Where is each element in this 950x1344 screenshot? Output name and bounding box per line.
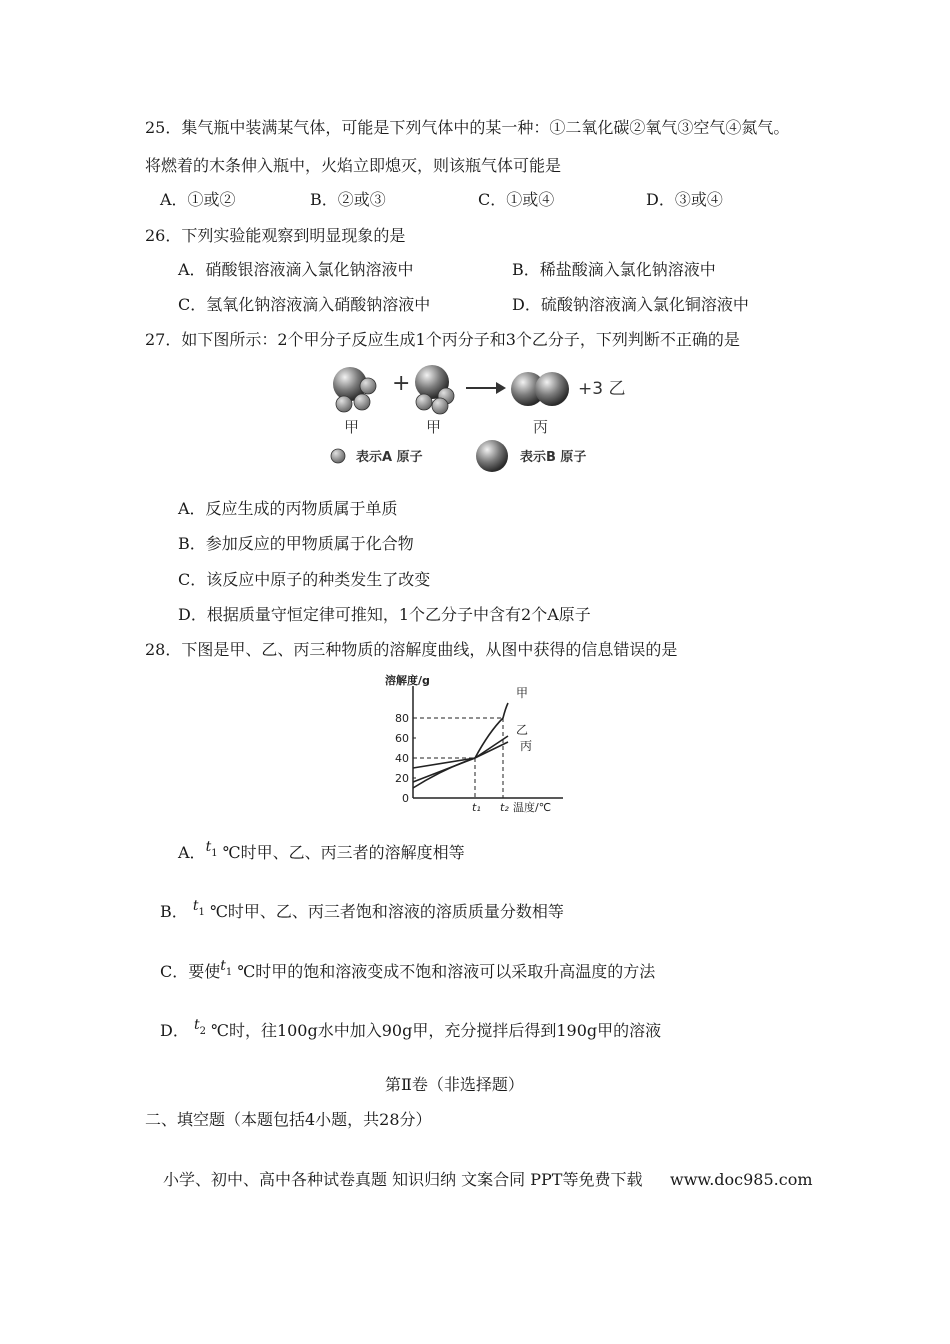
y-tick-label: 80 <box>395 712 409 725</box>
q28-option-a-text: ℃时甲、乙、丙三者的溶解度相等 <box>222 843 465 862</box>
q25-option-a: A．①或② <box>160 190 236 209</box>
q26-option-a: A．硝酸银溶液滴入氯化钠溶液中 <box>178 260 414 279</box>
plus-3-yi: +3 乙 <box>578 379 626 399</box>
q26-stem: 26．下列实验能观察到明显现象的是 <box>145 226 406 245</box>
plus-sign: + <box>392 371 411 396</box>
x-tick-label: t₂ <box>500 801 509 814</box>
q28-option-a-letter: A． <box>178 843 206 862</box>
reaction-arrow-icon <box>466 382 506 394</box>
q27-option-c: C．该反应中原子的种类发生了改变 <box>178 570 431 589</box>
y-tick-label: 20 <box>395 772 409 785</box>
section2-heading: 二、填空题（本题包括4小题，共28分） <box>145 1110 432 1129</box>
q28-option-c-letter: C．要使 <box>160 962 221 981</box>
q28-option-b-text: ℃时甲、乙、丙三者饱和溶液的溶质质量分数相等 <box>209 902 564 921</box>
series-line-2 <box>413 736 508 782</box>
molecule-jia-1 <box>333 367 376 412</box>
q27-option-a: A．反应生成的丙物质属于单质 <box>178 499 398 518</box>
legend-b-text: 表示B 原子 <box>520 450 587 465</box>
label-bing: 丙 <box>533 418 549 436</box>
q25-stem-line1: 25．集气瓶中装满某气体，可能是下列气体中的某一种：①二氧化碳②氧气③空气④氮气。 <box>145 118 790 137</box>
atom-a-legend-icon <box>331 449 345 463</box>
footer-text: 小学、初中、高中各种试卷真题 知识归纳 文案合同 PPT等免费下载 <box>163 1170 643 1189</box>
molecule-bing <box>511 372 569 406</box>
q25-option-b: B．②或③ <box>310 190 386 209</box>
q26-option-b: B．稀盐酸滴入氯化钠溶液中 <box>512 260 716 279</box>
q28-option-a-sub: 1 <box>211 848 218 859</box>
series-label: 乙 <box>516 723 529 737</box>
q28-option-d <box>160 1017 662 1044</box>
q25-option-d: D．③或④ <box>646 190 723 209</box>
footer-url: www.doc985.com <box>670 1170 813 1189</box>
section-title: 第Ⅱ卷（非选择题） <box>385 1075 524 1094</box>
molecule-jia-2 <box>415 365 454 414</box>
x-tick-label: t₁ <box>472 801 481 814</box>
label-jia-1: 甲 <box>344 418 360 436</box>
q28-option-d-letter: D． <box>160 1021 189 1040</box>
q28-option-c-sub: 1 <box>225 967 233 978</box>
series-label: 甲 <box>516 686 529 700</box>
q28-option-b-letter: B． <box>160 902 188 921</box>
q26-option-d: D．硫酸钠溶液滴入氯化铜溶液中 <box>512 295 749 314</box>
legend-a-text: 表示A 原子 <box>356 450 423 465</box>
q28-option-b-var: t <box>192 898 199 914</box>
series-label: 丙 <box>520 739 533 753</box>
q25-option-c: C．①或④ <box>478 190 555 209</box>
y-tick-label: 0 <box>402 792 409 805</box>
solubility-chart <box>385 672 575 820</box>
q28-option-b-sub: 1 <box>198 907 205 918</box>
q28-option-a-var: t <box>205 839 212 855</box>
x-axis-label: 温度/℃ <box>513 801 552 814</box>
q28-option-c <box>160 958 656 985</box>
molecule-reaction-figure <box>320 360 640 480</box>
q25-stem-line2: 将燃着的木条伸入瓶中，火焰立即熄灭，则该瓶气体可能是 <box>145 156 562 175</box>
q28-stem: 28．下图是甲、乙、丙三种物质的溶解度曲线，从图中获得的信息错误的是 <box>145 640 678 659</box>
y-axis-label: 溶解度/g <box>385 674 430 687</box>
q28-option-d-text: ℃时，往100g水中加入90g甲，充分搅拌后得到190g甲的溶液 <box>211 1021 662 1040</box>
label-jia-2: 甲 <box>426 418 442 436</box>
q28-option-c-text: ℃时甲的饱和溶液变成不饱和溶液可以采取升高温度的方法 <box>237 962 656 981</box>
q28-option-d-sub: 2 <box>199 1026 206 1037</box>
q28-option-a <box>178 839 465 866</box>
q28-option-c-var: t <box>220 958 226 974</box>
q26-option-c: C．氢氧化钠溶液滴入硝酸钠溶液中 <box>178 295 431 314</box>
y-tick-label: 40 <box>395 752 409 765</box>
q27-stem: 27．如下图所示：2个甲分子反应生成1个丙分子和3个乙分子，下列判断不正确的是 <box>145 330 740 349</box>
q28-option-b <box>160 898 564 925</box>
q27-option-b: B．参加反应的甲物质属于化合物 <box>178 534 414 553</box>
q27-option-d: D．根据质量守恒定律可推知，1个乙分子中含有2个A原子 <box>178 605 591 624</box>
q28-option-d-var: t <box>193 1017 200 1033</box>
y-tick-label: 60 <box>395 732 409 745</box>
atom-b-legend-icon <box>476 440 508 472</box>
